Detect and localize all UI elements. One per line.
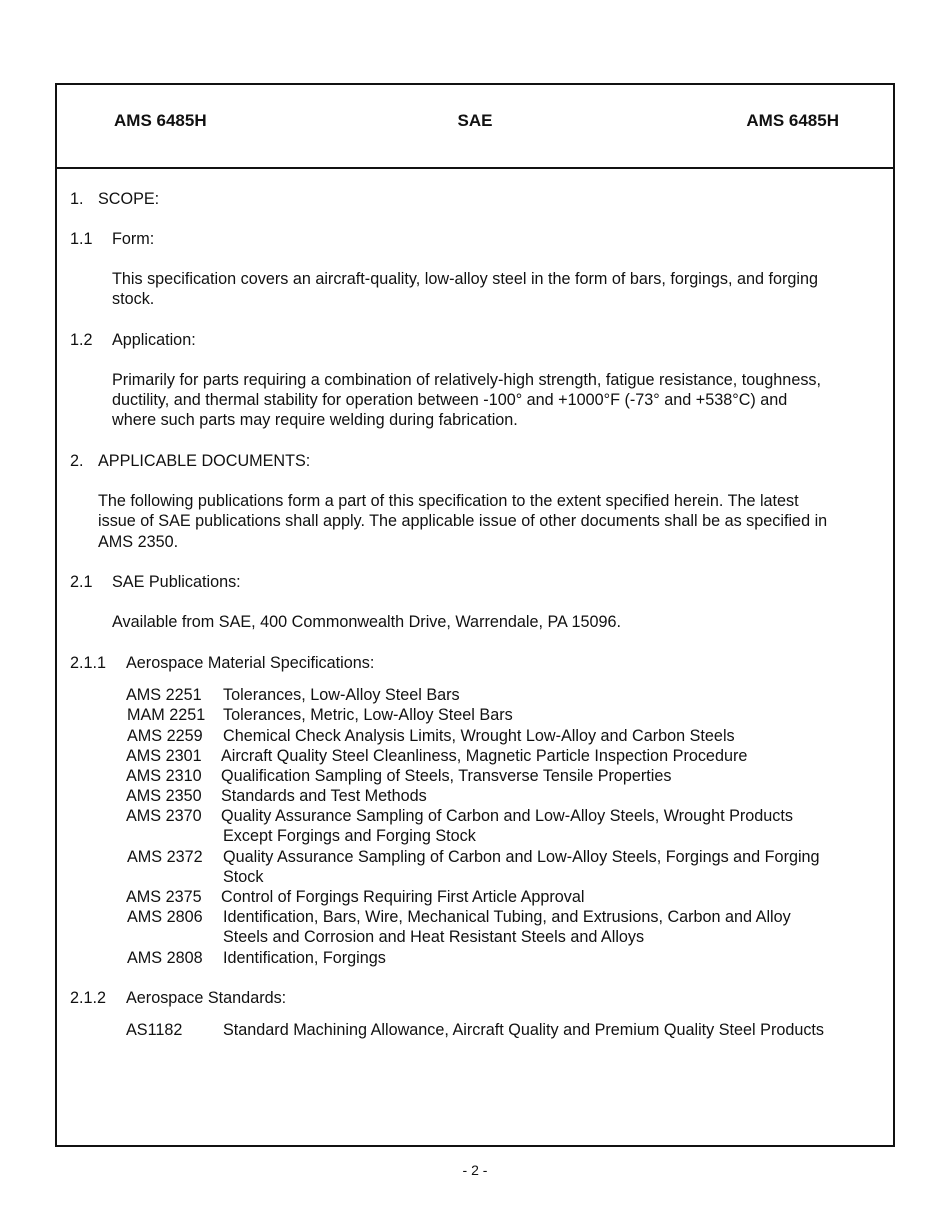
spec-code: AMS 2806 [127, 908, 203, 926]
spec-code: AMS 2375 [126, 888, 202, 906]
section-heading: Application: [112, 331, 196, 349]
paragraph-line: Available from SAE, 400 Commonwealth Drive, Warrendale, PA 15096. [112, 613, 621, 631]
spec-description: Stock [223, 868, 264, 886]
spec-description: Standards and Test Methods [221, 787, 427, 805]
spec-description: Aircraft Quality Steel Cleanliness, Magnetic Particle Inspection Procedure [221, 747, 748, 765]
paragraph-line: This specification covers an aircraft-quality, low-alloy steel in the form of bars, forgings, and forging [112, 270, 818, 288]
section-heading: Aerospace Material Specifications: [126, 654, 375, 672]
section-number: 2.1 [70, 573, 93, 591]
paragraph-line: Primarily for parts requiring a combination of relatively-high strength, fatigue resistance, toughness, [112, 371, 822, 389]
spec-description: Qualification Sampling of Steels, Transverse Tensile Properties [221, 767, 672, 785]
section-number: 2. [70, 452, 84, 470]
section-heading: Aerospace Standards: [126, 989, 287, 1007]
paragraph-line: The following publications form a part of this specification to the extent specified herein. The latest [98, 492, 799, 510]
spec-description: Chemical Check Analysis Limits, Wrought Low-Alloy and Carbon Steels [223, 727, 735, 745]
paragraph-line: ductility, and thermal stability for operation between -100° and +1000°F (-73° and +538°C) and [112, 391, 788, 409]
section-heading: SAE Publications: [112, 573, 241, 591]
header-doc-id-left: AMS 6485H [114, 111, 207, 130]
section-number: 1.2 [70, 331, 93, 349]
section-number: 1.1 [70, 230, 93, 248]
spec-code: MAM 2251 [127, 706, 206, 724]
header-org: SAE [457, 111, 493, 130]
section-number: 2.1.2 [70, 989, 107, 1007]
section-number: 2.1.1 [70, 654, 107, 672]
spec-code: AMS 2259 [127, 727, 203, 745]
spec-description: Identification, Forgings [223, 949, 386, 967]
page-header [57, 85, 893, 169]
spec-description: Standard Machining Allowance, Aircraft Quality and Premium Quality Steel Products [223, 1021, 825, 1039]
page-number: - 2 - [462, 1162, 488, 1178]
spec-code: AMS 2370 [126, 807, 202, 825]
spec-code: AMS 2808 [127, 949, 203, 967]
spec-description: Identification, Bars, Wire, Mechanical Tubing, and Extrusions, Carbon and Alloy [223, 908, 791, 926]
spec-description: Quality Assurance Sampling of Carbon and Low-Alloy Steels, Forgings and Forging [223, 848, 820, 866]
paragraph-line: where such parts may require welding during fabrication. [112, 411, 518, 429]
spec-code: AMS 2310 [126, 767, 202, 785]
section-number: 1. [70, 190, 84, 208]
spec-code: AS1182 [126, 1021, 183, 1039]
spec-code: AMS 2372 [127, 848, 203, 866]
spec-description: Control of Forgings Requiring First Article Approval [221, 888, 585, 906]
section-heading: SCOPE: [98, 190, 160, 208]
spec-code: AMS 2350 [126, 787, 202, 805]
spec-description: Tolerances, Metric, Low-Alloy Steel Bars [223, 706, 513, 724]
spec-description: Steels and Corrosion and Heat Resistant Steels and Alloys [223, 928, 645, 946]
section-heading: APPLICABLE DOCUMENTS: [98, 452, 311, 470]
header-doc-id-right: AMS 6485H [746, 111, 839, 130]
paragraph-line: AMS 2350. [98, 533, 179, 551]
spec-description: Quality Assurance Sampling of Carbon and Low-Alloy Steels, Wrought Products [221, 807, 793, 825]
spec-description: Tolerances, Low-Alloy Steel Bars [223, 686, 460, 704]
section-heading: Form: [112, 230, 155, 248]
spec-code: AMS 2251 [126, 686, 202, 704]
paragraph-line: stock. [112, 290, 155, 308]
paragraph-line: issue of SAE publications shall apply. The applicable issue of other documents shall be as specified in [98, 512, 828, 530]
spec-code: AMS 2301 [126, 747, 202, 765]
spec-description: Except Forgings and Forging Stock [223, 827, 476, 845]
